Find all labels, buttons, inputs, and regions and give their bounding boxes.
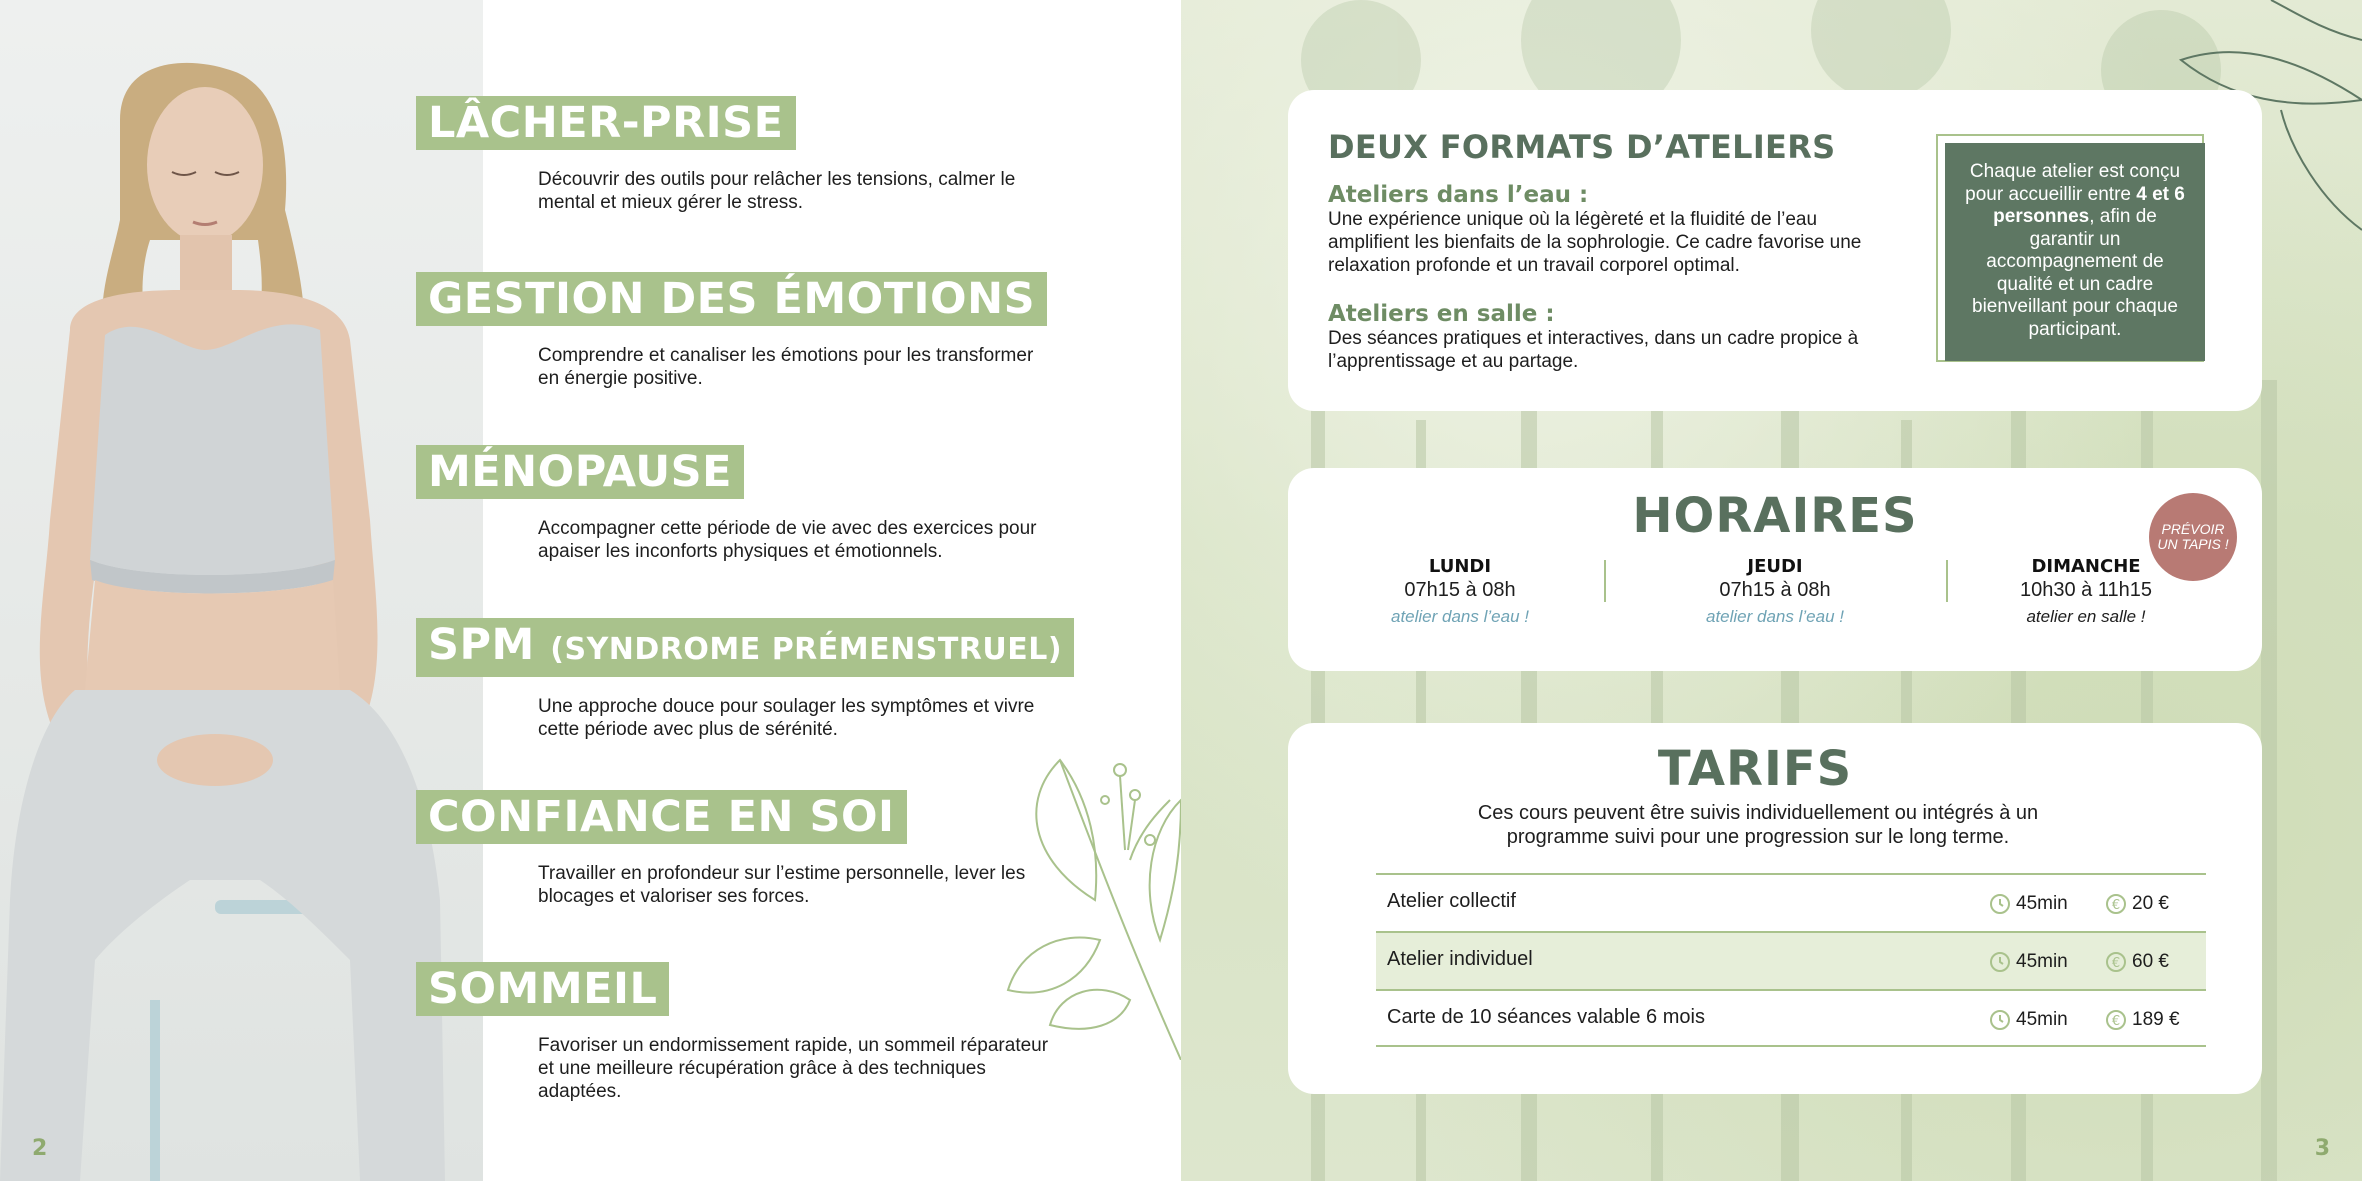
day-separator [1604, 560, 1606, 602]
room-workshop-desc: Des séances pratiques et interactives, dans un cadre propice à l’apprentissage et au partage. [1328, 328, 1859, 372]
clock-icon [1988, 892, 2012, 916]
room-workshop-title: Ateliers en salle : [1328, 301, 1555, 327]
tarif-label: Atelier collectif [1387, 890, 1516, 912]
topic-description: Favoriser un endormissement rapide, un sommeil réparateur et une meilleure récupération grâce à des techniques adaptées. [538, 1035, 1049, 1102]
badge-line: UN TAPIS ! [2157, 536, 2229, 552]
duration-value: 45min [2016, 951, 2068, 972]
group-size-note [1936, 134, 2204, 362]
tarif-price [2104, 892, 2169, 916]
tarif-duration [1988, 950, 2068, 974]
topic-confiance-en-soi [416, 790, 1058, 908]
hours-card [1288, 468, 2262, 671]
svg-text:€: € [2111, 1014, 2121, 1029]
day-name: JEUDI [1747, 556, 1803, 577]
euro-icon [2104, 1008, 2128, 1032]
water-workshop-desc: Une expérience unique où la légèreté et la fluidité de l’eau amplifient les bienfaits de la sophrologie. Ce cadre favorise une relaxation profonde et un travail corporel optimal. [1328, 209, 1862, 276]
tarif-label: Atelier individuel [1387, 948, 1533, 970]
tarif-price [2104, 1008, 2180, 1032]
price-value: 20 € [2132, 893, 2169, 914]
day-note: atelier dans l’eau ! [1706, 607, 1844, 626]
topic-title: SOMMEIL [416, 962, 669, 1016]
tarif-label: Carte de 10 séances valable 6 mois [1387, 1006, 1705, 1028]
tarifs-title: TARIFS [1657, 741, 1853, 797]
duration-value: 45min [2016, 1009, 2068, 1030]
tarif-duration [1988, 892, 2068, 916]
page-number: 3 [2314, 1136, 2330, 1161]
water-workshop-block [1328, 182, 1888, 277]
woman-silhouette [0, 0, 483, 1181]
tarifs-card [1288, 723, 2262, 1094]
euro-icon [2104, 950, 2128, 974]
water-workshop-title: Ateliers dans l’eau : [1328, 182, 1589, 208]
clock-icon [1988, 1008, 2012, 1032]
topic-description: Une approche douce pour soulager les symptômes et vivre cette période avec plus de sérénité. [538, 696, 1035, 740]
topic-description: Accompagner cette période de vie avec des exercices pour apaiser les inconforts physiques et émotionnels. [538, 518, 1037, 562]
formats-title: DEUX FORMATS D’ATELIERS [1328, 128, 1836, 166]
topic-sommeil [416, 962, 1058, 1103]
topic-title: GESTION DES ÉMOTIONS [416, 272, 1047, 326]
day-name: LUNDI [1428, 556, 1492, 577]
day-name: DIMANCHE [2031, 556, 2141, 577]
topic-menopause [416, 445, 1058, 563]
tarif-row [1376, 989, 2206, 1047]
topic-description: Comprendre et canaliser les émotions pour les transformer en énergie positive. [538, 345, 1034, 389]
price-value: 189 € [2132, 1009, 2180, 1030]
topic-title: SPM (SYNDROME PRÉMENSTRUEL) [416, 618, 1074, 677]
topic-title: LÂCHER-PRISE [416, 96, 796, 150]
svg-text:€: € [2111, 898, 2121, 913]
tarif-row [1376, 931, 2206, 989]
topic-spm [416, 618, 1074, 741]
day-time: 07h15 à 08h [1719, 579, 1831, 601]
day-thursday [1625, 556, 1925, 632]
badge-line: PRÉVOIR [2161, 521, 2225, 537]
topic-gestion-emotions [416, 272, 1058, 390]
topic-description: Découvrir des outils pour relâcher les tensions, calmer le mental et mieux gérer le stress. [538, 169, 1016, 213]
bring-mat-badge [2149, 493, 2237, 581]
clock-icon [1988, 950, 2012, 974]
topic-title: MÉNOPAUSE [416, 445, 744, 499]
svg-text:€: € [2111, 956, 2121, 971]
day-note: atelier dans l’eau ! [1391, 607, 1529, 626]
right-page [1181, 0, 2362, 1181]
duration-value: 45min [2016, 893, 2068, 914]
tarifs-intro: Ces cours peuvent être suivis individuellement ou intégrés à un programme suivi pour une progression sur le long terme. [1477, 802, 2039, 848]
hours-title: HORAIRES [1632, 488, 1918, 544]
day-time: 10h30 à 11h15 [2020, 579, 2152, 601]
botanical-leaves-illustration [1000, 740, 1181, 1060]
note-text: Chaque atelier est conçu pour accueillir entre 4 et 6 personnes, afin de garantir un accompagnement de qualité et un cadre bienveillant pour chaque participant. [1945, 143, 2205, 361]
day-time: 07h15 à 08h [1404, 579, 1516, 601]
tarif-price [2104, 950, 2169, 974]
euro-icon [2104, 892, 2128, 916]
topic-title: CONFIANCE EN SOI [416, 790, 907, 844]
tarif-duration [1988, 1008, 2068, 1032]
tarif-row [1376, 873, 2206, 931]
formats-card [1288, 90, 2262, 411]
woman-meditating-photo [0, 0, 483, 1181]
room-workshop-block [1328, 301, 1888, 373]
topic-lacher-prise [416, 96, 1058, 214]
day-monday [1310, 556, 1610, 632]
day-note: atelier en salle ! [2026, 607, 2146, 626]
topic-description: Travailler en profondeur sur l’estime personnelle, lever les blocages et valoriser ses forces. [538, 863, 1026, 907]
page-number: 2 [32, 1136, 48, 1161]
price-value: 60 € [2132, 951, 2169, 972]
